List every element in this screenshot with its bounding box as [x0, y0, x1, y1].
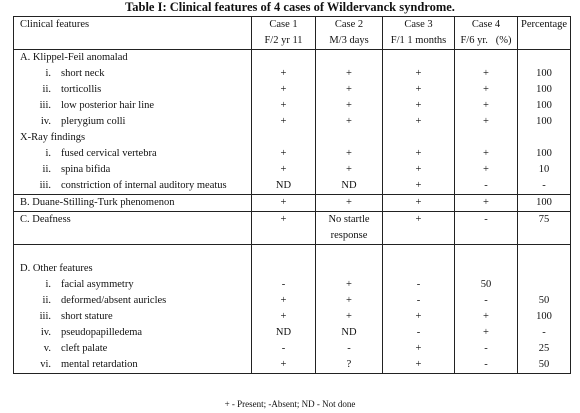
section-d-heading [14, 261, 571, 277]
clinical-features-table [13, 16, 571, 374]
cell-case1: + [252, 162, 316, 178]
cell-case1: ND [252, 325, 316, 341]
row-number: i. [45, 279, 51, 290]
cell-case2: + [316, 146, 383, 162]
cell-case3: + [383, 341, 455, 357]
cell-case2: No startle [316, 212, 383, 229]
row-label: plerygium colli [61, 116, 126, 127]
cell-case2: + [316, 293, 383, 309]
cell-case4: - [455, 341, 518, 357]
cell-case4: + [455, 66, 518, 82]
section-b-title: B. Duane-Stilling-Turk phenomenon [14, 195, 252, 212]
row-label: low posterior hair line [61, 100, 155, 111]
row-number: iii. [39, 100, 51, 111]
row-number: iii. [39, 311, 51, 322]
cell-percentage: 100 [518, 146, 571, 162]
cell-case1: + [252, 66, 316, 82]
table-row [14, 146, 571, 162]
row-label: pseudopapilledema [61, 327, 143, 338]
section-b-row [14, 195, 571, 212]
cell-case4: + [455, 114, 518, 130]
cell-case3: + [383, 357, 455, 374]
cell-percentage: 50 [518, 357, 571, 374]
row-label: mental retardation [61, 359, 138, 370]
cell-case4: - [455, 293, 518, 309]
cell-case2: + [316, 309, 383, 325]
row-number: i. [45, 68, 51, 79]
cell-case3: - [383, 325, 455, 341]
cell-percentage: 100 [518, 309, 571, 325]
cell-case2: ND [316, 325, 383, 341]
cell-percentage: 25 [518, 341, 571, 357]
header-case1-demo: F/2 yr 11 [252, 33, 316, 50]
row-label: spina bifida [61, 164, 111, 175]
row-label: cleft palate [61, 343, 108, 354]
cell-case4: + [455, 146, 518, 162]
table-row [14, 98, 571, 114]
row-number: v. [43, 343, 51, 354]
table-row [14, 82, 571, 98]
section-d-title: D. Other features [14, 261, 252, 277]
header-case2: Case 2 [316, 17, 383, 34]
cell-case4: - [455, 212, 518, 229]
table-row [14, 178, 571, 195]
cell-case1: + [252, 309, 316, 325]
header-clinical-features: Clinical features [14, 17, 252, 34]
section-c-row [14, 212, 571, 229]
cell-case1: + [252, 98, 316, 114]
cell-case2-cont: response [316, 228, 383, 245]
cell-case4: + [455, 162, 518, 178]
table-row [14, 293, 571, 309]
cell-case1: - [252, 341, 316, 357]
cell-case3: + [383, 309, 455, 325]
table-row [14, 162, 571, 178]
section-a-title: A. Klippel-Feil anomalad [14, 50, 252, 67]
table-title: Table I: Clinical features of 4 cases of Wildervanck syndrome. [125, 0, 455, 14]
table-row [14, 309, 571, 325]
cell-percentage: 50 [518, 293, 571, 309]
row-number: ii. [42, 84, 51, 95]
cell-case2: + [316, 82, 383, 98]
header-case4: Case 4 [455, 17, 518, 34]
cell-percentage: - [518, 325, 571, 341]
row-label: short stature [61, 311, 113, 322]
cell-percentage: - [518, 178, 571, 195]
cell-case2: - [316, 341, 383, 357]
table-row [14, 277, 571, 293]
row-number: iv. [40, 327, 51, 338]
header-case1: Case 1 [252, 17, 316, 34]
table-row [14, 325, 571, 341]
cell-percentage: 100 [518, 114, 571, 130]
cell-case4: + [455, 82, 518, 98]
cell-case2: + [316, 277, 383, 293]
header-row-bottom [14, 33, 571, 50]
cell-case4: + [455, 195, 518, 212]
section-c-title: C. Deafness [14, 212, 252, 229]
cell-case3: - [383, 277, 455, 293]
cell-case1: + [252, 293, 316, 309]
cell-case4: + [455, 98, 518, 114]
row-label: facial asymmetry [61, 279, 134, 290]
cell-case1: + [252, 195, 316, 212]
cell-percentage: 100 [518, 82, 571, 98]
cell-case3: + [383, 146, 455, 162]
cell-case3: + [383, 178, 455, 195]
section-xray-heading [14, 130, 571, 146]
cell-case1: - [252, 277, 316, 293]
cell-percentage [518, 277, 571, 293]
header-case2-demo: M/3 days [316, 33, 383, 50]
cell-case2: ? [316, 357, 383, 374]
footnote: + - Present; -Absent; ND - Not done [224, 399, 356, 409]
cell-case3: + [383, 162, 455, 178]
cell-percentage: 100 [518, 66, 571, 82]
cell-case1: + [252, 146, 316, 162]
cell-case3: + [383, 98, 455, 114]
table-row [14, 114, 571, 130]
cell-case1: ND [252, 178, 316, 195]
row-number: vi. [40, 359, 51, 370]
cell-case4: - [455, 178, 518, 195]
row-number: iii. [39, 180, 51, 191]
header-case3: Case 3 [383, 17, 455, 34]
cell-case1: + [252, 114, 316, 130]
row-number: i. [45, 148, 51, 159]
cell-case2: + [316, 195, 383, 212]
cell-case4: 50 [455, 277, 518, 293]
cell-case4: + [455, 325, 518, 341]
cell-case3: + [383, 114, 455, 130]
section-c-row-cont [14, 228, 571, 245]
cell-percentage: 10 [518, 162, 571, 178]
cell-case1: + [252, 212, 316, 229]
row-label: constriction of internal auditory meatus [61, 180, 227, 191]
cell-case3: + [383, 212, 455, 229]
table-row [14, 66, 571, 82]
section-a-heading [14, 50, 571, 67]
cell-case3: + [383, 66, 455, 82]
cell-case3: + [383, 82, 455, 98]
header-row-top [14, 17, 571, 34]
cell-case2: ND [316, 178, 383, 195]
cell-case4: - [455, 357, 518, 374]
header-case4-demo: F/6 yr. (%) [455, 33, 518, 50]
header-case3-demo: F/1 1 months [383, 33, 455, 50]
row-label: short neck [61, 68, 105, 79]
row-label: torticollis [61, 84, 102, 95]
cell-case2: + [316, 114, 383, 130]
cell-percentage: 100 [518, 195, 571, 212]
section-xray-title: X-Ray findings [14, 130, 252, 146]
row-number: ii. [42, 295, 51, 306]
cell-case3: + [383, 195, 455, 212]
cell-case2: + [316, 162, 383, 178]
cell-percentage: 100 [518, 98, 571, 114]
cell-case3: - [383, 293, 455, 309]
row-label: fused cervical vertebra [61, 148, 157, 159]
cell-percentage: 75 [518, 212, 571, 229]
cell-case2: + [316, 98, 383, 114]
cell-case1: + [252, 357, 316, 374]
row-number: iv. [40, 116, 51, 127]
header-percentage: Percentage [518, 17, 571, 34]
table-row [14, 357, 571, 374]
table-row [14, 341, 571, 357]
row-number: ii. [42, 164, 51, 175]
cell-case4: + [455, 309, 518, 325]
row-label: deformed/absent auricles [61, 295, 167, 306]
cell-case1: + [252, 82, 316, 98]
cell-case2: + [316, 66, 383, 82]
